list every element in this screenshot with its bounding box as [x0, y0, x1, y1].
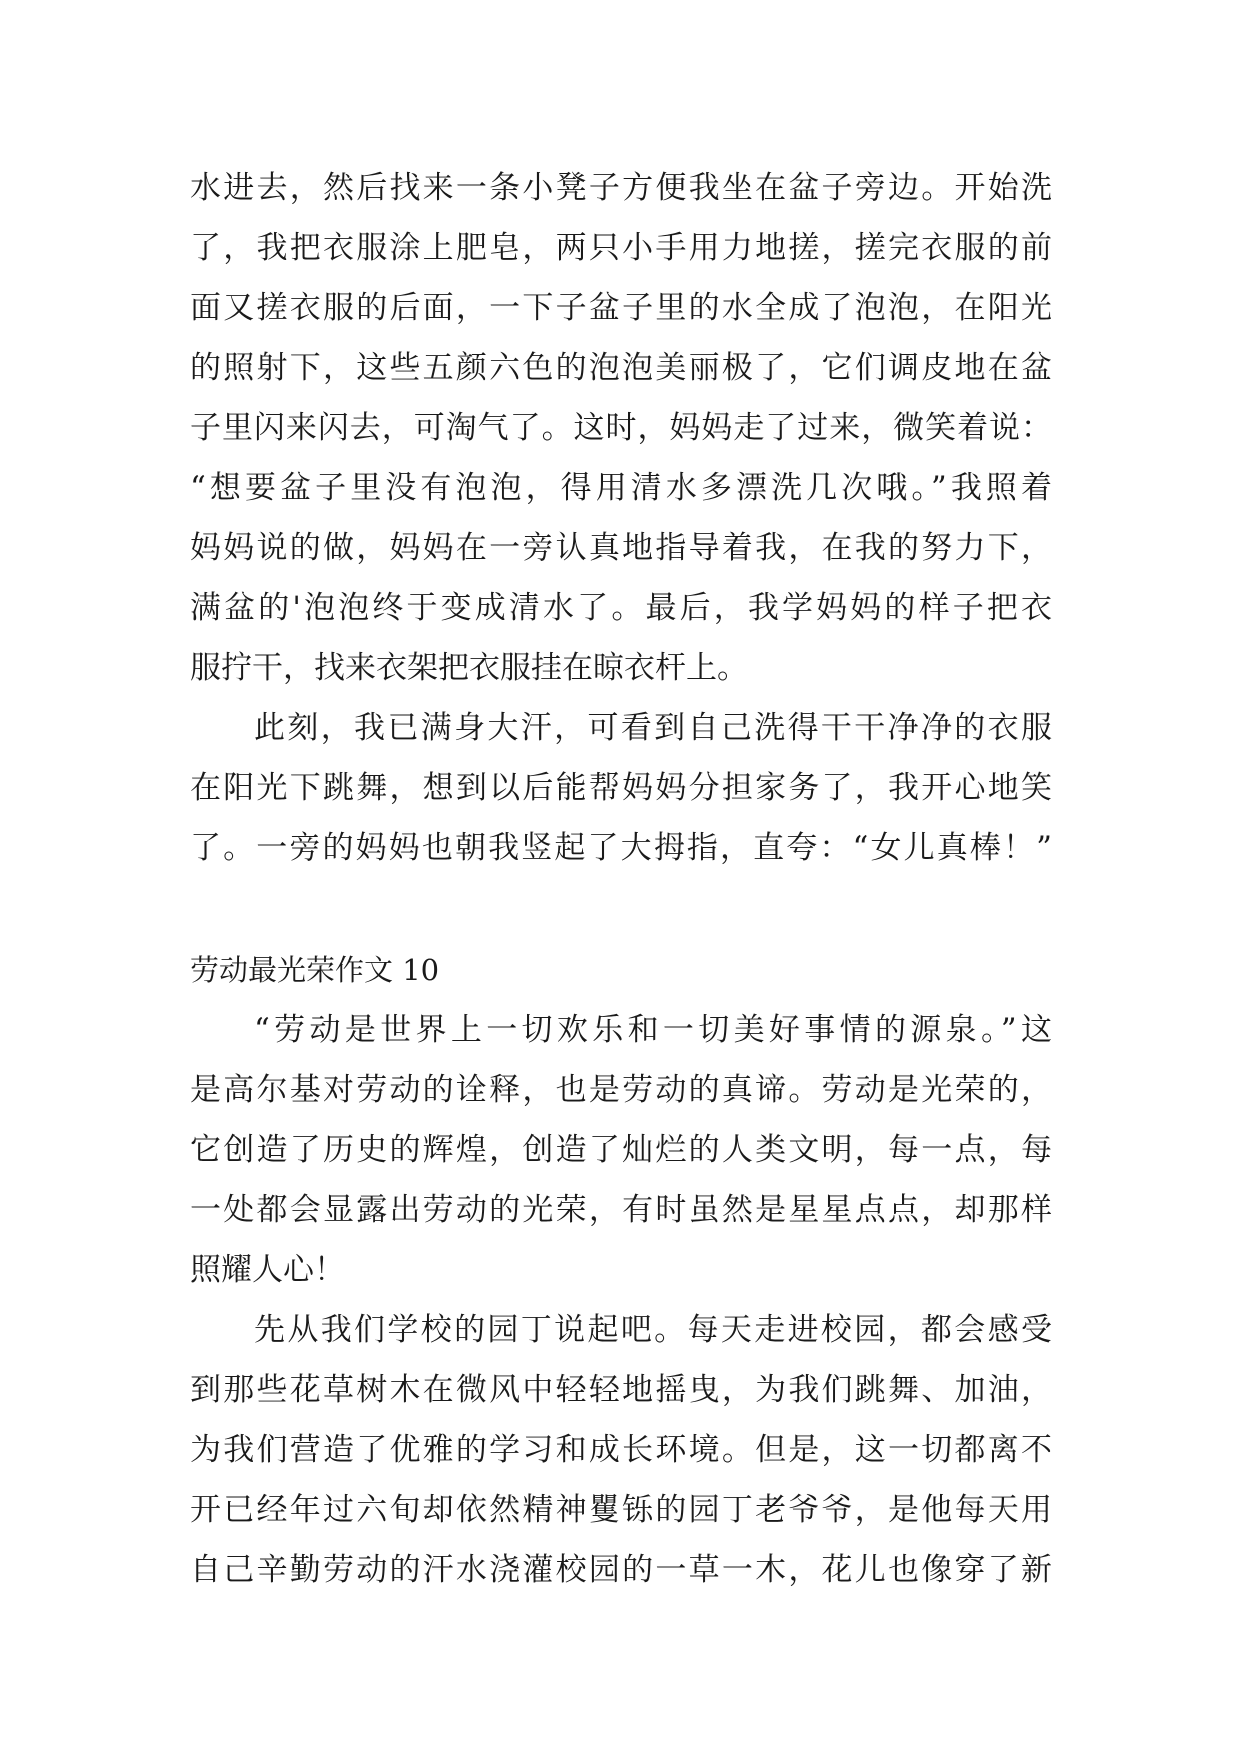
- text-line: 妈妈说的做，妈妈在一旁认真地指导着我，在我的努力下，: [190, 530, 1052, 566]
- text-line: 先从我们学校的园丁说起吧。每天走进校园，都会感受: [254, 1312, 1052, 1348]
- text-line: 它创造了历史的辉煌，创造了灿烂的人类文明，每一点，每: [190, 1132, 1052, 1168]
- text-line: 开已经年过六旬却依然精神矍铄的园丁老爷爷，是他每天用: [190, 1492, 1052, 1528]
- text-line: 了。一旁的妈妈也朝我竖起了大拇指，直夸：“女儿真棒！”: [190, 830, 1052, 866]
- text-line: 自己辛勤劳动的汗水浇灌校园的一草一木，花儿也像穿了新: [190, 1552, 1052, 1588]
- document-page: [190, 158, 1052, 1600]
- text-line: 面又搓衣服的后面，一下子盆子里的水全成了泡泡，在阳光: [190, 290, 1052, 326]
- text-line: 此刻，我已满身大汗，可看到自己洗得干干净净的衣服: [254, 710, 1052, 746]
- essay-title: 劳动最光荣作文 10: [190, 953, 440, 987]
- section-gap: [190, 878, 1052, 940]
- text-line: 了，我把衣服涂上肥皂，两只小手用力地搓，搓完衣服的前: [190, 230, 1052, 266]
- paragraph-conclusion: [190, 698, 1052, 878]
- text-line: “劳动是世界上一切欢乐和一切美好事情的源泉。”这: [254, 1012, 1052, 1048]
- paragraph-washing-clothes: [190, 158, 1052, 698]
- text-line: 一处都会显露出劳动的光荣，有时虽然是星星点点，却那样: [190, 1192, 1052, 1228]
- paragraph-quote: [190, 1000, 1052, 1300]
- text-line: 服拧干，找来衣架把衣服挂在晾衣杆上。: [190, 650, 748, 686]
- text-line: 照耀人心！: [190, 1252, 345, 1288]
- text-line: 的照射下，这些五颜六色的泡泡美丽极了，它们调皮地在盆: [190, 350, 1052, 386]
- paragraph-gardener: [190, 1300, 1052, 1600]
- text-line: 在阳光下跳舞，想到以后能帮妈妈分担家务了，我开心地笑: [190, 770, 1052, 806]
- text-line: “想要盆子里没有泡泡，得用清水多漂洗几次哦。”我照着: [190, 470, 1052, 506]
- text-line: 为我们营造了优雅的学习和成长环境。但是，这一切都离不: [190, 1432, 1052, 1468]
- text-line: 到那些花草树木在微风中轻轻地摇曳，为我们跳舞、加油，: [190, 1372, 1052, 1408]
- text-line: 满盆的'泡泡终于变成清水了。最后，我学妈妈的样子把衣: [190, 590, 1052, 626]
- text-line: 子里闪来闪去，可淘气了。这时，妈妈走了过来，微笑着说：: [190, 410, 1052, 446]
- text-line: 是高尔基对劳动的诠释，也是劳动的真谛。劳动是光荣的，: [190, 1072, 1052, 1108]
- text-line: 水进去，然后找来一条小凳子方便我坐在盆子旁边。开始洗: [190, 170, 1052, 206]
